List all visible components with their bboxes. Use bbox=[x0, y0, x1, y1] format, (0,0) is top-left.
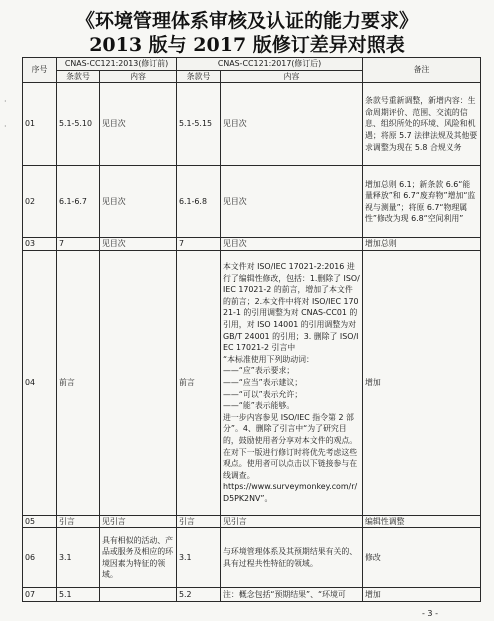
header-new-version: CNAS-CC121:2017(修订后) bbox=[177, 58, 363, 71]
row-old-clause: 5.1-5.10 bbox=[57, 83, 100, 166]
table-row bbox=[23, 528, 481, 588]
row-remark: 条款号重新调整，新增内容：生命周期评价、范围、交流的信息、组织所处的环境、风险和机遇；将原 5.7 法律法规及其他要求调整为现在 5.8 合规义务 bbox=[363, 83, 481, 166]
comparison-table bbox=[22, 57, 481, 602]
row-old-content: 见目次 bbox=[100, 83, 177, 166]
row-seq: 07 bbox=[23, 588, 57, 602]
row-remark: 增加 bbox=[363, 250, 481, 515]
row-new-content: 注：概念包括“预期结果”、“环境可 bbox=[221, 588, 363, 602]
content-paragraph: ——“应”表示要求； bbox=[223, 366, 295, 376]
row-seq: 05 bbox=[23, 515, 57, 528]
margin-mark: · bbox=[4, 97, 7, 106]
row-new-clause: 7 bbox=[177, 238, 221, 251]
content-paragraph: 进一步内容参见 ISO/IEC 指令第 2 部分”。4、删除了引言中“为了研究目的，鼓励使用者分享对本文件的观点。在对下一版进行修订时将优先考虑这些观点。使用者可以点击以下链接参与在线调查。 bbox=[223, 412, 358, 480]
row-old-clause: 引言 bbox=[57, 515, 100, 528]
table-row bbox=[23, 238, 481, 251]
header-row-group bbox=[23, 58, 481, 71]
row-seq: 01 bbox=[23, 83, 57, 166]
row-old-content: 见目次 bbox=[100, 238, 177, 251]
survey-link[interactable]: https://www.surveymonkey.com/r/D5PK2NV”。 bbox=[223, 482, 358, 503]
row-new-clause: 5.1-5.15 bbox=[177, 83, 221, 166]
row-old-clause: 前言 bbox=[57, 250, 100, 515]
row-new-content: 见目次 bbox=[221, 83, 363, 166]
row-remark: 增加 bbox=[363, 588, 481, 602]
row-new-clause: 5.2 bbox=[177, 588, 221, 602]
row-seq: 03 bbox=[23, 238, 57, 251]
content-paragraph: ——“可以”表示允许； bbox=[223, 389, 303, 399]
document-title: 《环境管理体系审核及认证的能力要求》 bbox=[75, 10, 418, 32]
row-remark: 增加总则 bbox=[363, 238, 481, 251]
row-new-content: 见目次 bbox=[221, 166, 363, 238]
table-row bbox=[23, 83, 481, 166]
content-paragraph: ——“能”表示能够。 bbox=[223, 401, 295, 411]
row-remark: 编辑性调整 bbox=[363, 515, 481, 528]
row-remark: 增加总则 6.1；新条款 6.6“能量释放”和 6.7“废弃物”增加“监视与测量”；将原 6.7“物理属性”修改为现 6.8“空间利用” bbox=[363, 166, 481, 238]
header-old-clause: 条款号 bbox=[57, 70, 100, 83]
row-new-content: 见目次 bbox=[221, 238, 363, 251]
row-new-content: 见引言 bbox=[221, 515, 363, 528]
table-row bbox=[23, 166, 481, 238]
row-old-content: 具有相似的活动、产品或服务及相应的环境因素为特征的领域。 bbox=[100, 528, 177, 588]
row-old-content: 见引言 bbox=[100, 515, 177, 528]
header-old-version: CNAS-CC121:2013(修订前) bbox=[57, 58, 177, 71]
row-old-clause: 6.1-6.7 bbox=[57, 166, 100, 238]
page-number: - 3 - bbox=[422, 609, 438, 618]
row-seq: 02 bbox=[23, 166, 57, 238]
row-new-content: 与环境管理体系及其预期结果有关的、具有过程共性特征的领域。 bbox=[221, 528, 363, 588]
header-seq: 序号 bbox=[23, 58, 57, 83]
table-row bbox=[23, 515, 481, 528]
header-new-content: 内容 bbox=[221, 70, 363, 83]
row-old-content: 见目次 bbox=[100, 166, 177, 238]
row-new-clause: 引言 bbox=[177, 515, 221, 528]
header-old-content: 内容 bbox=[100, 70, 177, 83]
document-subtitle: 2013 版与 2017 版修订差异对照表 bbox=[89, 34, 405, 56]
row-old-content bbox=[100, 250, 177, 515]
row-old-clause: 5.1 bbox=[57, 588, 100, 602]
row-seq: 06 bbox=[23, 528, 57, 588]
content-paragraph: 本文件对 ISO/IEC 17021-2:2016 进行了编辑性修改，包括：1.删除了 ISO/IEC 17021-2 的前言，增加了本文件的前言；2.本文件中将对 ISO/IEC 17021-1 的引用调整为对 CNAS-CC01 的引用，对 ISO 14001 的引用调整为对 GB/T 24001 的引用；3. 删除了 ISO/IEC 17021-2 引言中 bbox=[223, 262, 360, 353]
content-paragraph: “本标准使用下列助动词： bbox=[223, 354, 314, 364]
row-new-content bbox=[221, 250, 363, 515]
table-row bbox=[23, 588, 481, 602]
row-old-clause: 7 bbox=[57, 238, 100, 251]
content-paragraph: ——“应当”表示建议； bbox=[223, 377, 303, 387]
row-new-clause: 3.1 bbox=[177, 528, 221, 588]
margin-mark: · bbox=[4, 122, 7, 131]
row-old-content bbox=[100, 588, 177, 602]
row-new-clause: 前言 bbox=[177, 250, 221, 515]
header-new-clause: 条款号 bbox=[177, 70, 221, 83]
row-old-clause: 3.1 bbox=[57, 528, 100, 588]
row-new-clause: 6.1-6.8 bbox=[177, 166, 221, 238]
row-seq: 04 bbox=[23, 250, 57, 515]
header-remark: 备注 bbox=[363, 58, 481, 83]
table-row bbox=[23, 250, 481, 515]
row-remark: 修改 bbox=[363, 528, 481, 588]
